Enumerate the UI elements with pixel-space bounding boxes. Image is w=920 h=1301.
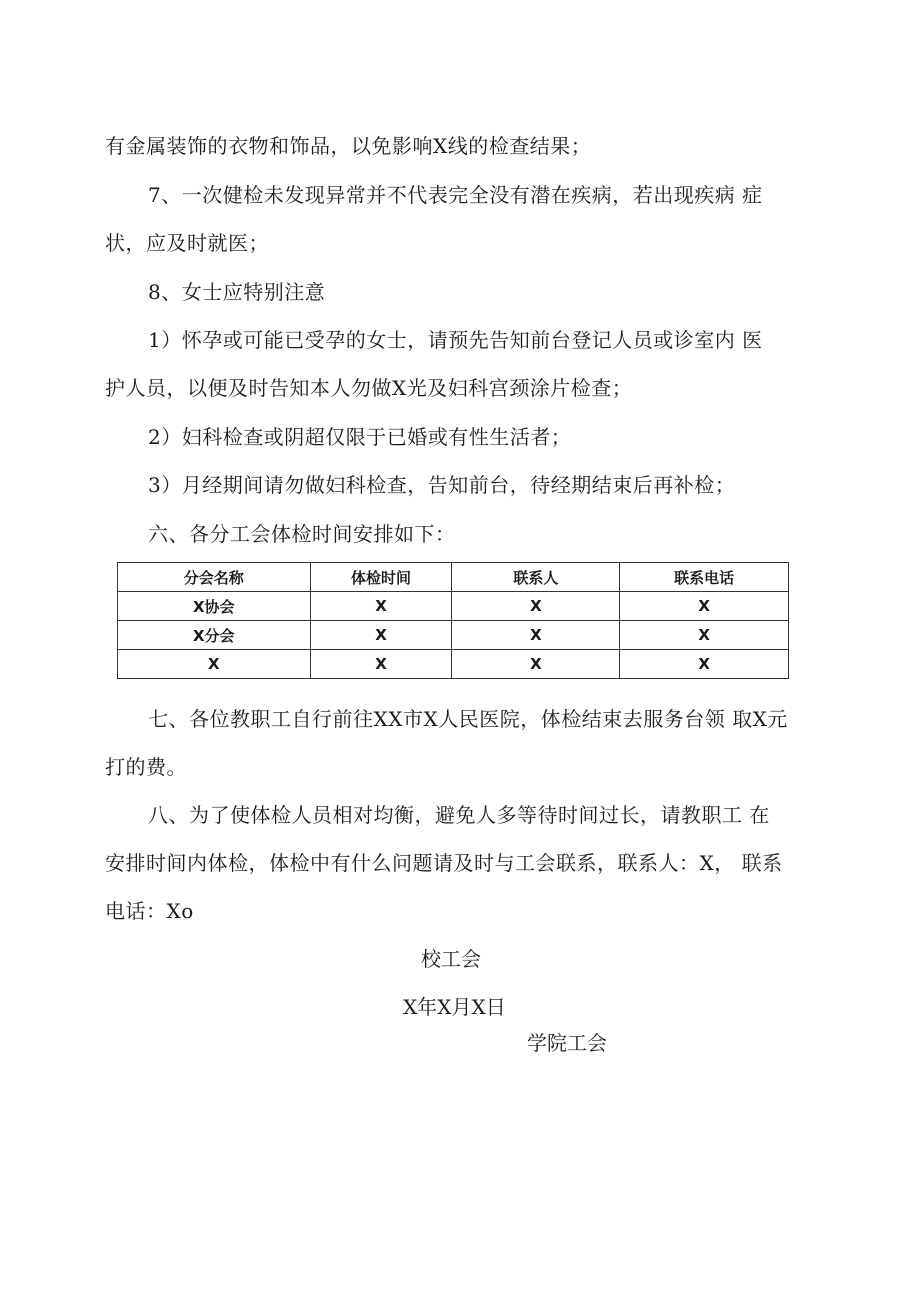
schedule-table: [117, 562, 789, 679]
table-header-cell: 体检时间: [310, 563, 452, 592]
table-header-row: [118, 563, 789, 592]
table-cell: X: [452, 650, 620, 679]
paragraph-line: 有金属装饰的衣物和饰品，以免影响X线的检查结果；: [105, 134, 592, 158]
table-row: [118, 621, 789, 650]
item-8-3: 3）月经期间请勿做妇科检查，告知前台，待经期结束后再补检；: [148, 473, 736, 497]
signature-date: X年X月X日: [403, 995, 506, 1019]
table-row: [118, 592, 789, 621]
item-8-2: 2）妇科检查或阴超仅限于已婚或有性生活者；: [148, 425, 572, 449]
item-7-line-2: 状，应及时就医；: [105, 231, 269, 255]
signature-org: 校工会: [421, 947, 481, 971]
table-cell: X协会: [118, 592, 311, 621]
table-header-cell: 联系电话: [620, 563, 789, 592]
section-6-title: 六、各分工会体检时间安排如下：: [148, 522, 456, 546]
table-cell: X: [310, 592, 452, 621]
signature-sub-org: 学院工会: [527, 1031, 607, 1055]
section-8-line-2: 安排时间内体检，体检中有什么问题请及时与工会联系，联系人：X， 联系: [105, 851, 783, 875]
table-cell: X: [310, 650, 452, 679]
table-cell: X: [620, 592, 789, 621]
item-7-line-1: 7、一次健检未发现异常并不代表完全没有潜在疾病，若出现疾病 症: [148, 183, 763, 207]
table-header-cell: 联系人: [452, 563, 620, 592]
table-cell: X: [452, 592, 620, 621]
table-cell: X分会: [118, 621, 311, 650]
section-8-line-1: 八、为了使体检人员相对均衡，避免人多等待时间过长，请教职工 在: [148, 803, 770, 827]
section-7-line-1: 七、各位教职工自行前往XX市X人民医院，体检结束去服务台领 取X元: [148, 707, 788, 731]
table-cell: X: [310, 621, 452, 650]
section-8-line-3: 电话：Xo: [105, 899, 194, 923]
table-cell: X: [620, 621, 789, 650]
table-cell: X: [118, 650, 311, 679]
section-7-line-2: 打的费。: [105, 755, 187, 779]
item-8-1-line-1: 1）怀孕或可能已受孕的女士，请预先告知前台登记人员或诊室内 医: [148, 328, 763, 352]
table-header-cell: 分会名称: [118, 563, 311, 592]
table-cell: X: [452, 621, 620, 650]
item-8-1-line-2: 护人员，以便及时告知本人勿做X光及妇科宫颈涂片检查；: [105, 376, 633, 400]
item-8-title: 8、女士应特别注意: [148, 280, 326, 304]
table-cell: X: [620, 650, 789, 679]
table-row: [118, 650, 789, 679]
